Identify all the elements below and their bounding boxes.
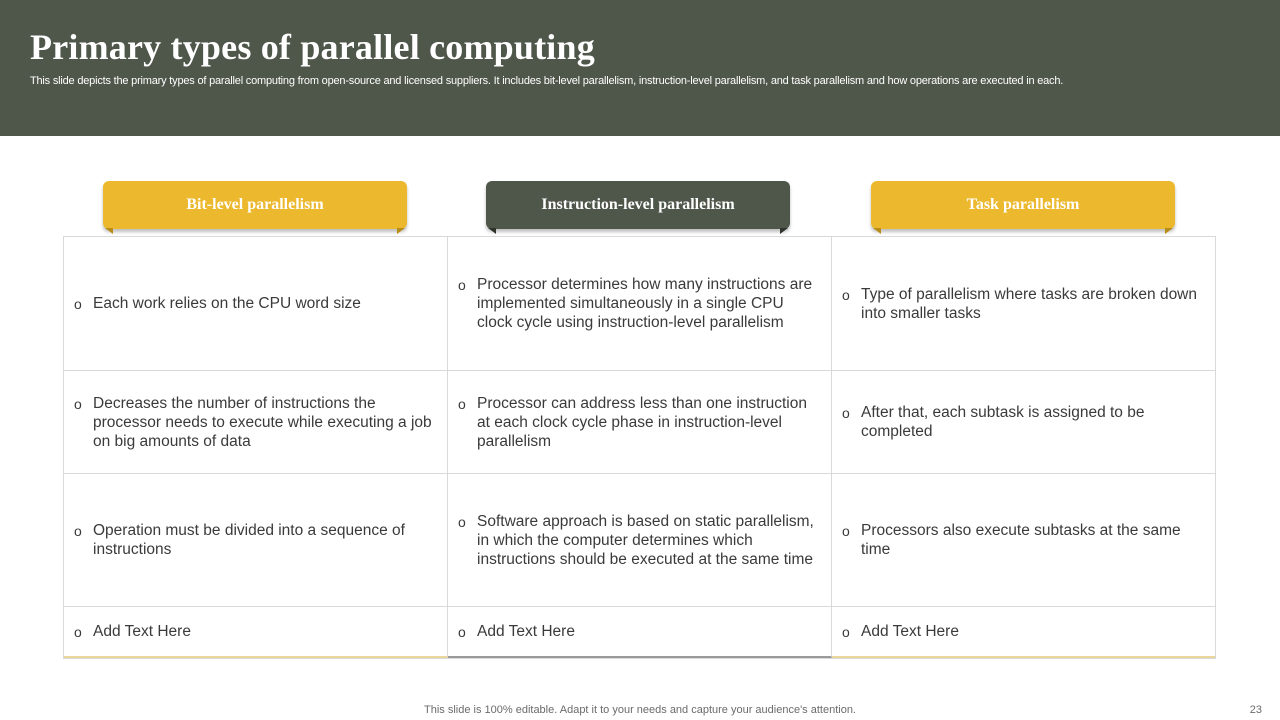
slide-header <box>0 0 1280 136</box>
bullet-icon: o <box>842 523 850 539</box>
bullet-icon: o <box>458 277 466 293</box>
cell-text: Each work relies on the CPU word size <box>93 294 361 312</box>
bullet-icon: o <box>74 295 82 312</box>
page-number: 23 <box>1249 704 1262 716</box>
bullet-icon: o <box>458 513 466 530</box>
slide-title: Primary types of parallel computing <box>30 27 595 67</box>
table-cell <box>64 607 448 658</box>
slide-subtitle: This slide depicts the primary types of parallel computing from open-source and licensed suppliers. It includes bit-level parallelism, instruction-level parallelism, and task parallelism and how operations are executed in each. <box>30 75 1064 87</box>
table-cell <box>64 474 448 607</box>
table-cell <box>448 237 832 371</box>
table-cell <box>832 237 1215 371</box>
column-header-task: Task parallelism <box>871 181 1175 229</box>
cell-text: Software approach is based on static parallelism, in which the computer determines which instructions should be executed at the same time <box>477 512 814 568</box>
cell-text: Add Text Here <box>477 622 575 640</box>
table-cell <box>832 607 1215 658</box>
cell-text: Processor can address less than one instruction at each clock cycle phase in instruction-level parallelism <box>477 394 807 450</box>
bullet-icon: o <box>842 286 850 303</box>
comparison-table <box>63 236 1216 659</box>
table-cell <box>64 371 448 474</box>
cell-text: Decreases the number of instructions the processor needs to execute while executing a job on big amounts of data <box>93 394 432 450</box>
cell-text: Processors also execute subtasks at the same time <box>861 522 1181 558</box>
bullet-icon: o <box>458 623 466 640</box>
table-cell <box>832 371 1215 474</box>
cell-text: Processor determines how many instructions are implemented simultaneously in a single CPU clock cycle using instruction-level parallelism <box>477 276 813 331</box>
cell-text: Add Text Here <box>861 622 959 640</box>
column-header-bit-level: Bit-level parallelism <box>103 181 407 229</box>
table-cell <box>448 474 832 607</box>
column-header-instruction-level: Instruction-level parallelism <box>486 181 790 229</box>
cell-text: Operation must be divided into a sequence of instructions <box>93 522 405 558</box>
bullet-icon: o <box>842 623 850 640</box>
cell-text: After that, each subtask is assigned to be completed <box>861 404 1145 440</box>
bullet-icon: o <box>74 623 82 640</box>
cell-text: Type of parallelism where tasks are broken down into smaller tasks <box>861 285 1197 322</box>
table-cell <box>64 237 448 371</box>
cell-text: Add Text Here <box>93 622 191 640</box>
table-cell <box>448 607 832 658</box>
bullet-icon: o <box>842 405 850 421</box>
table-cell <box>832 474 1215 607</box>
bullet-icon: o <box>458 395 466 412</box>
table-cell <box>448 371 832 474</box>
bullet-icon: o <box>74 523 82 539</box>
footer-note: This slide is 100% editable. Adapt it to your needs and capture your audience's attention. <box>424 704 856 716</box>
bullet-icon: o <box>74 395 82 412</box>
